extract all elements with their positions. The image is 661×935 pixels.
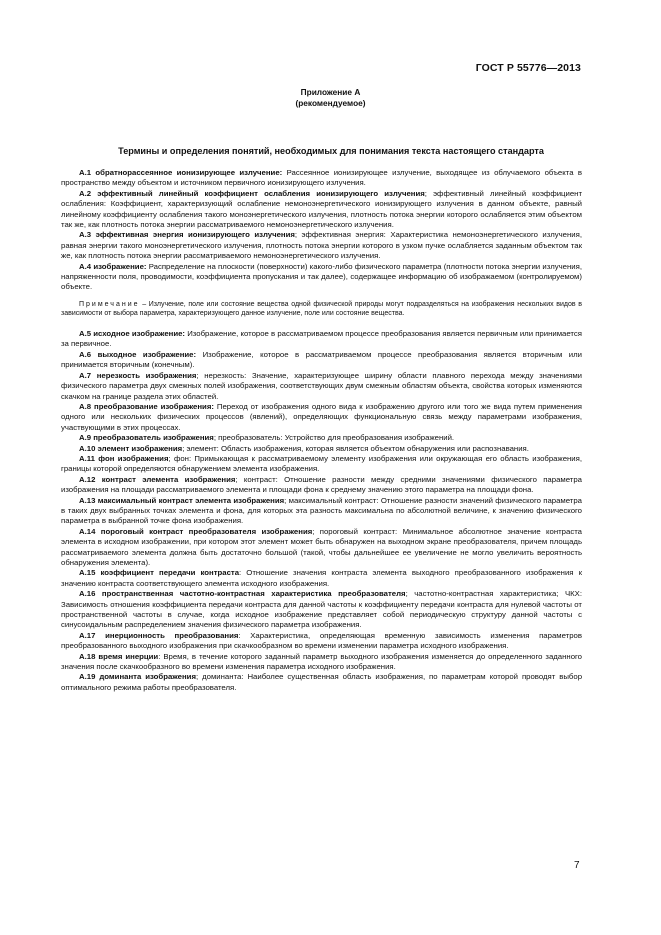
term-entry — [61, 589, 582, 631]
term-definition: ; максимальный контраст: Отношение разности значений физического параметра в таких двух выбранных точках элемента и фона, для которых эта разность максимальна по абсолютной величине, к значению физического параметра в выбранной точке фона изображения. — [61, 495, 582, 526]
term-label: А.15 коэффициент передачи контраста — [79, 568, 240, 578]
term-entry — [61, 262, 582, 293]
terms-list-b — [61, 329, 582, 693]
term-entry — [61, 168, 582, 189]
term-definition: : Отношение значения контраста элемента выходного преобразованного изображения к значению контраста соответствующего элемента исходного изображения. — [61, 568, 582, 588]
term-label: А.7 нерезкость изображения — [79, 370, 197, 380]
section-title: Термины и определения понятий, необходимых для понимания текста настоящего стандарта — [118, 146, 544, 156]
term-definition: ; частотно-контрастная характеристика; ЧКХ: Зависимость отношения коэффициента передачи контраста для данной частоты к коэффициенту передачи контраста для нулевой частоты от пространственной частоты в случае, когда исходное изображение представляет собой периодическую структуру данной частоты с синусоидальным распределением значения физического параметра изображения. — [61, 589, 583, 630]
term-definition: ; элемент: Область изображения, которая является объектом обнаружения или распознавания. — [182, 443, 529, 453]
term-label: А.19 доминанта изображения — [79, 672, 196, 682]
term-entry — [61, 496, 582, 527]
annex-heading — [0, 87, 661, 109]
term-entry — [61, 454, 582, 475]
term-entry — [61, 329, 582, 350]
term-definition: Рассеянное ионизирующее излучение, выходящее из облучаемого объекта в пространство между объектом и источником первичного ионизирующего излучения. — [61, 168, 582, 188]
term-entry — [61, 402, 582, 433]
term-label: А.8 преобразование изображения: — [79, 401, 214, 411]
term-definition: ; пороговый контраст: Минимальное абсолютное значение контраста элемента в исходном изображении, при котором этот элемент может быть обнаружен на выходном экране преобразователя, причем площадь рассматриваемого элемента должна быть достаточно большой (такой, чтобы дальнейшее ее увеличение не могло увеличить вероятность обнаружения элемента). — [61, 526, 582, 567]
term-label: А.13 максимальный контраст элемента изображения — [79, 495, 285, 505]
term-entry — [61, 433, 582, 443]
annex-status: (рекомендуемое) — [295, 98, 366, 108]
term-definition: Распределение на плоскости (поверхности) какого-либо физического параметра (плотности потока энергии излучения, напряженности поля, проводимости, коэффициента пропускания и так далее), содержащее информацию об изображаемом (контролируемом) объекте. — [61, 261, 582, 292]
term-label: А.14 пороговый контраст преобразователя изображения — [79, 526, 313, 536]
term-definition: ; преобразователь: Устройство для преобразования изображений. — [213, 433, 455, 443]
note-label: Примечание — [79, 300, 140, 308]
term-definition: ; эффективный линейный коэффициент ослабления: Коэффициент, характеризующий ослабление немоноэнергетического ионизирующего излучения в данном объекте, равный линейному коэффициенту ослабления такого моноэнергетического излучения, плотность потока энергии которого ослабляется этим объектом так же, как плотность потока энергии рассматриваемого немоноэнергетического излучения. — [61, 188, 582, 230]
term-definition: ; доминанта: Наиболее существенная область изображения, по параметрам которой проводят выбор оптимального режима работы преобразователя. — [61, 672, 583, 692]
term-entry — [61, 230, 582, 261]
page-number: 7 — [574, 860, 580, 871]
term-definition: Изображение, которое в рассматриваемом процессе преобразования является вторичным или принимается вторичным (конечным). — [61, 349, 583, 370]
terms-body — [61, 168, 582, 693]
term-label: А.1 обратнорассеянное ионизирующее излучение: — [79, 168, 283, 177]
term-entry — [61, 371, 582, 402]
term-entry — [61, 475, 582, 496]
term-label: А.3 эффективная энергия ионизирующего излучения — [79, 230, 295, 240]
note-paragraph — [61, 300, 582, 319]
annex-title: Приложение А — [300, 87, 361, 97]
term-definition: : Время, в течение которого заданный параметр выходного изображения изменяется до определенного заданного значения после скачкообразного во времени изменения параметра исходного изображения. — [61, 651, 583, 672]
term-definition: ; контраст: Отношение разности между средними значениями физического параметра изображения на площади рассматриваемого элемента и площади фона к среднему значению этого параметра на площади фона. — [61, 474, 582, 495]
term-entry — [61, 444, 582, 454]
term-entry — [61, 652, 582, 673]
term-entry — [61, 350, 582, 371]
term-label: А.16 пространственная частотно-контрастная характеристика преобразователя — [79, 589, 406, 599]
note-text: – Излучение, поле или состояние вещества одной физической природы могут подразделяться на изображения нескольких видов в зависимости от выбора параметра, характеризующего данное излучение, поле или состояние вещества. — [61, 300, 582, 318]
term-label: А.18 время инерции — [79, 651, 159, 661]
term-label: А.12 контраст элемента изображения — [79, 474, 236, 484]
term-entry — [61, 527, 582, 569]
term-definition: Переход от изображения одного вида к изображению другого или того же вида путем применения одного или нескольких физических процессов (явлений), определяющих функциональную связь между параметрами изображения, участвующими в этих процессах. — [61, 401, 582, 432]
term-label: А.10 элемент изображения — [79, 443, 183, 453]
term-entry — [61, 568, 582, 589]
term-definition: Изображение, которое в рассматриваемом процессе преобразования является первичным или принимается за первичное. — [61, 329, 582, 349]
term-label: А.17 инерционность преобразования — [79, 630, 239, 640]
term-definition: ; эффективная энергия: Характеристика немоноэнергетического излучения, равная энергии такого моноэнергетического излучения, плотность потока энергии которого в узком пучке ослабляется заданным объектом так же, как плотность потока энергии рассматриваемого немоноэнергетического излучения. — [61, 230, 582, 261]
terms-list-a — [61, 168, 582, 293]
term-label: А.11 фон изображения — [79, 453, 169, 463]
standard-header: ГОСТ Р 55776—2013 — [475, 62, 581, 74]
term-label: А.5 исходное изображение: — [79, 329, 186, 339]
term-label: А.9 преобразователь изображения — [79, 433, 214, 443]
term-definition: : Характеристика, определяющая временную зависимость изменения параметров преобразованного выходного изображения при скачкообразном во времени изменении параметра исходного изображения. — [61, 630, 582, 651]
term-definition: ; фон: Примыкающая к рассматриваемому элементу изображения или окружающая его область изображения, границы которой определяются обнаружением элемента изображения. — [61, 453, 582, 474]
term-definition: ; нерезкость: Значение, характеризующее ширину области плавного перехода между значениями физического параметра двух смежных полей изображения, соответствующих двум смежным областям объекта, свойства которых изменяются скачком на границе раздела этих областей. — [61, 370, 582, 401]
term-entry — [61, 672, 582, 693]
term-label: А.2 эффективный линейный коэффициент ослабления ионизирующего излучения — [79, 188, 425, 198]
term-label: А.6 выходное изображение: — [79, 349, 197, 359]
term-label: А.4 изображение: — [79, 261, 147, 271]
term-entry — [61, 189, 582, 231]
term-entry — [61, 631, 582, 652]
